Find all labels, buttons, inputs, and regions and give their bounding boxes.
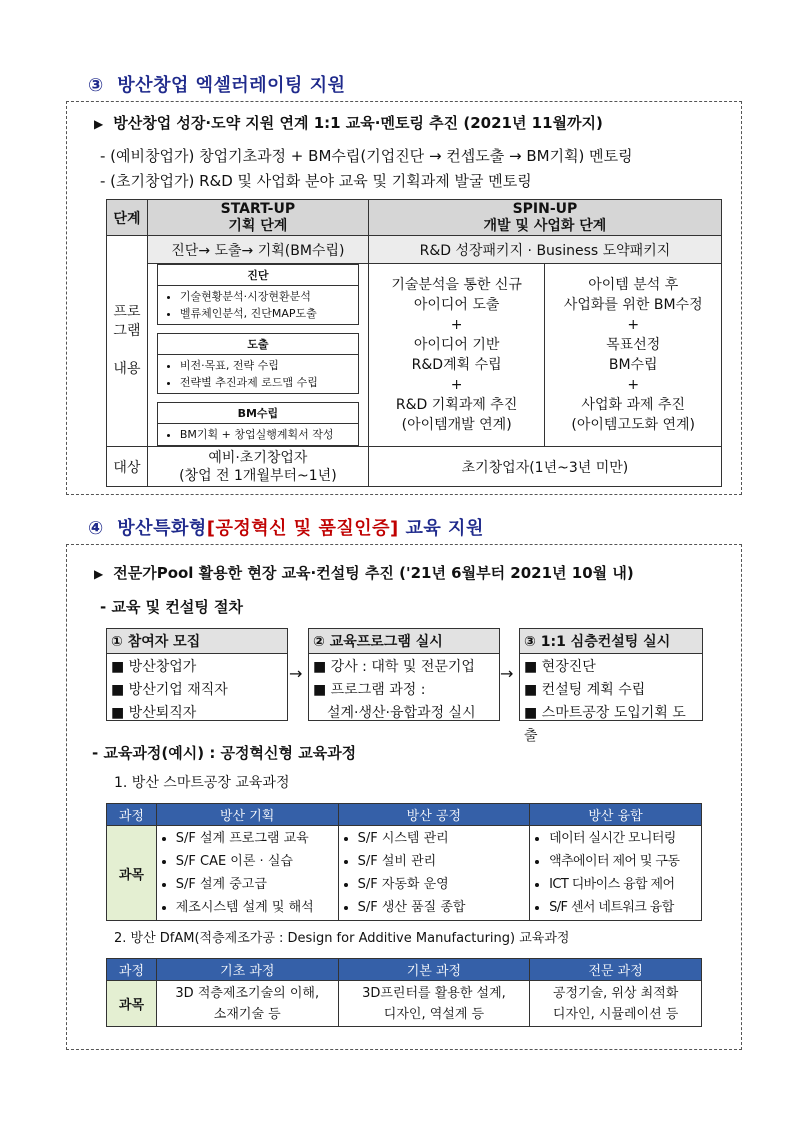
procedure-label: - 교육 및 컨설팅 절차: [100, 598, 244, 616]
step-line: ■ 방산창업가: [111, 659, 197, 675]
cell-line: 사업화를 위한 BM수정: [563, 297, 703, 313]
step-recruit: [106, 628, 288, 721]
cell-line: (아이템개발 연계): [401, 417, 512, 433]
target-label: 대상: [107, 447, 148, 487]
step-body: [520, 654, 702, 750]
bullet-text: 전문가Pool 활용한 현장 교육·컨설팅 추진 ('21년 6월부터 2021년 10월 내): [113, 564, 634, 582]
stage-header: 단계: [107, 200, 148, 236]
cell-line: 디자인, 역설계 등: [383, 1006, 485, 1022]
step-line: ■ 컨설팅 계획 수립: [524, 682, 646, 698]
derivation-box: [157, 333, 359, 394]
list-item: • 벨류체인분석, 진단MAP도출: [180, 305, 358, 322]
target-right: 초기창업자(1년~3년 미만): [368, 447, 721, 487]
expert-course: [530, 981, 702, 1027]
list-item: • 기술현황분석·시장현환분석: [180, 288, 358, 305]
step-line: 설계·생산·융합과정 실시: [327, 705, 476, 721]
spinup-header: [368, 200, 721, 236]
step-body: [309, 654, 499, 727]
list-item: • S/F 센서 네트워크 융합: [549, 896, 700, 919]
startup-program-table: [106, 199, 722, 487]
step-line: ■ 프로그램 과정 :: [313, 682, 426, 698]
cell-line: 아이템 분석 후: [588, 277, 679, 293]
list-item: • S/F CAE 이론 · 실습: [176, 850, 337, 873]
section3-dash1: - (예비창업가) 창업기초과정 + BM수립(기업진단 → 컨셉도출 → BM기획) 멘토링: [100, 147, 633, 165]
cell-line: 사업화 과제 추진: [581, 397, 685, 413]
section-number: ③: [88, 75, 104, 96]
col-header: 기초 과정: [156, 959, 338, 981]
bullet-text: 방산창업 성장·도약 지원 연계 1:1 교육·멘토링 추진 (2021년 11월까지): [113, 114, 603, 132]
step-line: ■ 방산퇴직자: [111, 705, 197, 721]
step-line: ■ 방산기업 재직자: [111, 682, 228, 698]
title-part-b: [공정혁신 및 품질인증]: [206, 518, 399, 539]
row-header: 과목: [107, 981, 157, 1027]
title-part-a: 방산특화형: [117, 518, 207, 539]
basic-course: [156, 981, 338, 1027]
cell-line: 기술분석을 통한 신규: [391, 277, 522, 293]
startup-header: [147, 200, 368, 236]
content-label: [107, 236, 148, 447]
smart-factory-table: [106, 803, 702, 921]
bm-title: BM수립: [158, 403, 358, 424]
course-label: - 교육과정(예시) : 공정혁신형 교육과정: [92, 744, 357, 762]
content-label-3: 내용: [113, 361, 141, 377]
startup-ko: 기획 단계: [228, 217, 288, 234]
col-header: 방산 공정: [338, 804, 530, 826]
cell-line: 공정기술, 위상 최적화: [552, 985, 679, 1001]
cell-line: +: [450, 317, 463, 333]
arrow-icon: →: [289, 664, 303, 683]
process-courses: [338, 826, 530, 921]
cell-line: 3D 적층제조기술의 이해,: [175, 985, 320, 1001]
course1-title: 1. 방산 스마트공장 교육과정: [114, 775, 290, 791]
step-education: [308, 628, 500, 721]
step-line: ■ 강사 : 대학 및 전문기업: [313, 659, 475, 675]
list-item: • 비전·목표, 전략 수립: [180, 357, 358, 374]
diagnosis-title: 진단: [158, 265, 358, 286]
list-item: • S/F 설비 관리: [358, 850, 529, 873]
cell-line: 목표선정: [606, 337, 661, 353]
content-label-1: 프로: [113, 304, 141, 320]
step-consulting: [519, 628, 703, 744]
arrow-icon: →: [500, 664, 514, 683]
spinup-ko: 개발 및 사업화 단계: [483, 217, 607, 234]
col-header: 과정: [107, 959, 157, 981]
cell-line: +: [450, 377, 463, 393]
dfam-table: [106, 958, 702, 1027]
spinup-en: SPIN-UP: [512, 200, 578, 217]
cell-line: 디자인, 시뮬레이션 등: [552, 1006, 679, 1022]
cell-line: +: [627, 377, 640, 393]
list-item: • S/F 시스템 관리: [358, 827, 529, 850]
list-item: • S/F 설계 중고급: [176, 873, 337, 896]
step-title: ② 교육프로그램 실시: [309, 629, 499, 654]
section-number: ④: [88, 518, 104, 539]
step-title: ③ 1:1 심층컨설팅 실시: [520, 629, 702, 654]
rnd-package-cell: [368, 264, 545, 447]
col-header: 방산 융합: [530, 804, 702, 826]
list-item: • 제조시스템 설계 및 해석: [176, 896, 337, 919]
step-line: ■ 스마트공장 도입기획 도출: [524, 705, 686, 744]
list-item: • 데이터 실시간 모니터링: [549, 827, 700, 850]
cell-line: BM수립: [608, 357, 658, 373]
target-left: [147, 447, 368, 487]
section4-bullet: ▶ 전문가Pool 활용한 현장 교육·컨설팅 추진 ('21년 6월부터 2021년 10월 내): [94, 564, 634, 582]
bm-box: [157, 402, 359, 446]
col-header: 과정: [107, 804, 157, 826]
step-body: [107, 654, 287, 727]
col-header: 전문 과정: [530, 959, 702, 981]
section4-title: [88, 514, 484, 540]
title-part-c: 교육 지원: [405, 518, 484, 539]
section3-title: [88, 71, 346, 97]
content-label-2: 그램: [113, 323, 141, 339]
target-left-line: 예비·초기창업자: [208, 449, 308, 466]
list-item: • S/F 생산 품질 종합: [358, 896, 529, 919]
section3-bullet: ▶ 방산창업 성장·도약 지원 연계 1:1 교육·멘토링 추진 (2021년 11월까지): [94, 114, 603, 132]
section-title-text: 방산창업 엑셀러레이팅 지원: [117, 75, 346, 96]
flow-right: R&D 성장패키지 · Business 도약패키지: [368, 236, 721, 264]
flow-left: 진단→ 도출→ 기획(BM수립): [147, 236, 368, 264]
planning-courses: [156, 826, 338, 921]
startup-process-cell: [147, 264, 368, 447]
standard-course: [338, 981, 530, 1027]
list-item: • BM기획 + 창업실행계획서 작성: [180, 426, 358, 443]
cell-line: 아이디어 기반: [413, 337, 500, 353]
cell-line: +: [627, 317, 640, 333]
row-header: 과목: [107, 826, 157, 921]
convergence-courses: [530, 826, 702, 921]
cell-line: (아이템고도화 연계): [571, 417, 695, 433]
cell-line: R&D 기획과제 추진: [395, 397, 518, 413]
cell-line: 소재기술 등: [213, 1006, 281, 1022]
list-item: • ICT 디바이스 융합 제어: [549, 873, 700, 896]
step-line: ■ 현장진단: [524, 659, 596, 675]
step-title: ① 참여자 모집: [107, 629, 287, 654]
cell-line: R&D계획 수립: [411, 357, 502, 373]
target-left-line: (창업 전 1개월부터~1년): [179, 467, 337, 484]
business-package-cell: [545, 264, 722, 447]
list-item: • 전략별 추진과제 로드맵 수립: [180, 374, 358, 391]
section3-dash2: - (초기창업가) R&D 및 사업화 분야 교육 및 기획과제 발굴 멘토링: [100, 172, 532, 190]
list-item: • S/F 설계 프로그램 교육: [176, 827, 337, 850]
col-header: 방산 기획: [156, 804, 338, 826]
cell-line: 3D프린터를 활용한 설계,: [362, 985, 506, 1001]
course2-title: 2. 방산 DfAM(적층제조가공 : Design for Additive Manufacturing) 교육과정: [114, 931, 570, 946]
list-item: • S/F 자동화 운영: [358, 873, 529, 896]
derivation-title: 도출: [158, 334, 358, 355]
diagnosis-box: [157, 264, 359, 325]
list-item: • 액추에이터 제어 및 구동: [549, 850, 700, 873]
cell-line: 아이디어 도출: [413, 297, 500, 313]
col-header: 기본 과정: [338, 959, 530, 981]
startup-en: START-UP: [220, 200, 296, 217]
